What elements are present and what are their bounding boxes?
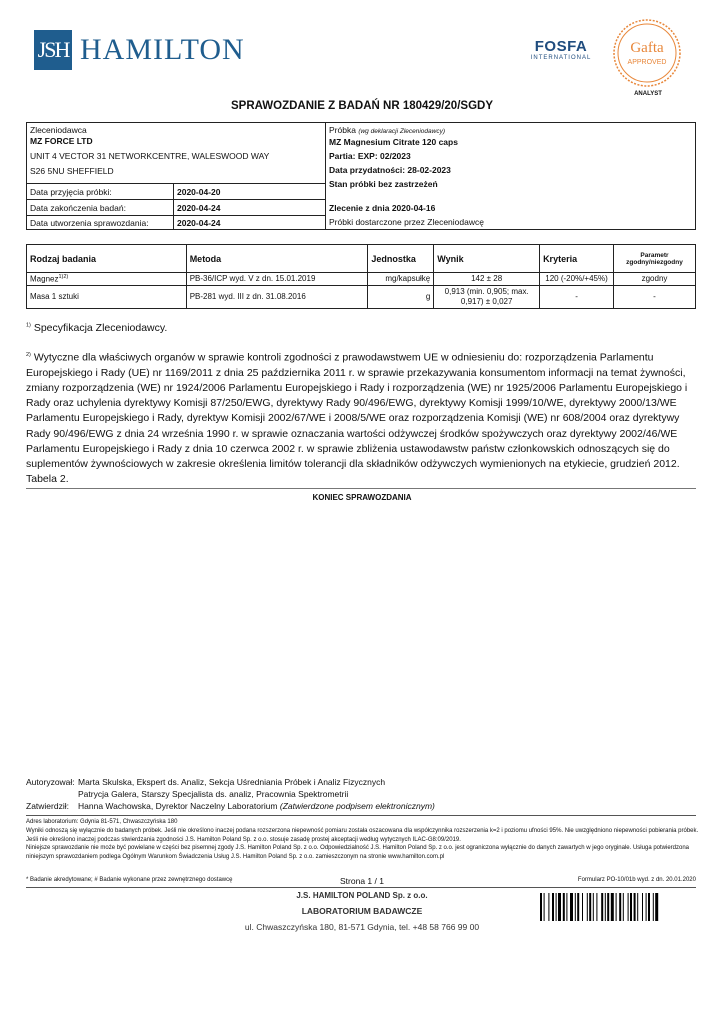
date-label-received: Data przyjęcia próbki: xyxy=(30,187,112,197)
approved-label: Zatwierdził: xyxy=(26,801,69,811)
fosfa-name: FOSFA xyxy=(534,38,588,55)
lab-address: Adres laboratorium: Gdynia 81-571, Chwaszczyńska 180 xyxy=(26,819,178,825)
footer-company: J.S. HAMILTON POLAND Sp. z o.o. xyxy=(296,891,428,900)
end-of-report: KONIEC SPRAWOZDANIA xyxy=(312,493,412,502)
test-criteria: 120 (-20%/+45%) xyxy=(540,273,614,286)
disclaimer-2: Niniejsze sprawozdanie nie może być powielane w części bez pisemnej zgody J.S. Hamilton Poland Sp. z o.o. Odpowiedzialność J.S. Hamilton Poland Sp. z o.o. jest ograniczona wyłącznie do danych zawartych w jego oryginale. Usługa potwierdzona niniejszym sprawozdaniem podlega Ogólnym Warunkom Świadczenia Usług J.S. Hamilton Poland Sp. z o.o. zamieszczonym na stronie www.hamilton.com.pl xyxy=(26,845,690,860)
sample-label-text: Próbka xyxy=(329,125,356,135)
table-row xyxy=(27,273,696,286)
fosfa-logo xyxy=(528,38,594,61)
gafta-name: Gafta xyxy=(630,40,664,56)
legend: * Badanie akredytowane; # Badanie wykonane przez zewnętrznego dostawcę xyxy=(26,877,233,883)
test-method: PB-36/ICP wyd. V z dn. 15.01.2019 xyxy=(186,273,368,286)
order-date: Zlecenie z dnia 2020-04-16 xyxy=(329,203,436,213)
form-number: Formularz PO-10/01b wyd. z dn. 20.01.2020 xyxy=(577,877,696,883)
hamilton-logo-mark: JSH xyxy=(34,30,72,70)
date-label-finished: Data zakończenia badań: xyxy=(30,203,126,213)
sample-state: Stan próbki bez zastrzeżeń xyxy=(329,179,438,189)
sample-delivered: Próbki dostarczone przez Zleceniodawcę xyxy=(329,217,484,227)
test-footnote-marks: 1)2) xyxy=(58,274,69,280)
sample-name: MZ Magnesium Citrate 120 caps xyxy=(329,137,458,147)
date-received: 2020-04-20 xyxy=(177,187,221,197)
disclaimer-1: Wyniki odnoszą się wyłącznie do badanych próbek. Jeśli nie określono inaczej podana rozszerzona niepewność pomiaru została oszacowana dla współczynnika rozszerzenia k=2 i poziomu ufności 95%. Nie uwzględniono niepewności pobierania próbek. Jeśli nie określono inaczej podczas stwierdzania zgodności J.S. Hamilton Poland Sp. z o.o. stosuje zasadę prostej akceptacji według wytycznych ILAC-G8:09/2019. xyxy=(26,828,699,843)
sample-batch: Partia: EXP: 02/2023 xyxy=(329,151,411,161)
footnote-1-text: Specyfikacja Zleceniodawcy. xyxy=(33,322,168,334)
sample-label-note: (wg deklaracji Zleceniodawcy) xyxy=(358,128,446,135)
author-2: Patrycja Galera, Starszy Specjalista ds. analiz, Pracownia Spektrometrii xyxy=(78,789,349,799)
fosfa-sub: INTERNATIONAL xyxy=(530,55,592,61)
hamilton-logo-text: HAMILTON xyxy=(80,33,245,66)
approver-note: (Zatwierdzone podpisem elektronicznym) xyxy=(279,801,435,811)
test-criteria: - xyxy=(540,285,614,308)
test-compliance: zgodny xyxy=(614,273,696,286)
test-unit: mg/kapsułkę xyxy=(368,273,434,286)
test-name: Masa 1 sztuki xyxy=(27,285,187,308)
col-unit: Jednostka xyxy=(368,245,434,273)
test-name-text: Magnez xyxy=(30,274,59,284)
footnote-2 xyxy=(26,348,701,487)
gafta-approved-logo xyxy=(612,18,682,88)
author-1: Marta Skulska, Ekspert ds. Analiz, Sekcja Uśredniania Próbek i Analiz Fizycznych xyxy=(78,777,386,787)
test-compliance: - xyxy=(614,285,696,308)
test-method: PB-281 wyd. III z dn. 31.08.2016 xyxy=(186,285,368,308)
date-created: 2020-04-24 xyxy=(177,218,221,228)
footnote-2-mark: 2) xyxy=(26,352,31,358)
authorized-label: Autoryzował: xyxy=(26,777,75,787)
col-method: Metoda xyxy=(186,245,368,273)
page-number: Strona 1 / 1 xyxy=(340,876,384,886)
client-name: MZ FORCE LTD xyxy=(30,136,93,146)
end-divider xyxy=(26,488,696,489)
col-criteria: Kryteria xyxy=(540,245,614,273)
client-address1: UNIT 4 VECTOR 31 NETWORKCENTRE, WALESWOOD WAY xyxy=(30,151,270,161)
footnote-1 xyxy=(26,322,167,334)
gafta-analyst: ANALYST xyxy=(634,91,662,97)
gafta-approved: APPROVED xyxy=(627,59,667,66)
report-title: SPRAWOZDANIE Z BADAŃ NR 180429/20/SGDY xyxy=(230,100,493,112)
client-label: Zleceniodawca xyxy=(30,125,87,135)
footer-address: ul. Chwaszczyńska 180, 81-571 Gdynia, tel. +48 58 766 99 00 xyxy=(244,922,480,932)
test-result: 142 ± 28 xyxy=(434,273,540,286)
test-unit: g xyxy=(368,285,434,308)
footnote-1-mark: 1) xyxy=(26,322,31,329)
footer-lab: LABORATORIUM BADAWCZE xyxy=(301,906,423,916)
col-compliance: Parametr zgodny/niezgodny xyxy=(614,245,696,273)
barcode xyxy=(540,893,700,921)
date-label-created: Data utworzenia sprawozdania: xyxy=(30,218,149,228)
results-table xyxy=(26,244,696,309)
test-result: 0,913 (min. 0,905; max. 0,917) ± 0,027 xyxy=(434,285,540,308)
sample-expiry: Data przydatności: 28-02-2023 xyxy=(329,165,451,175)
date-finished: 2020-04-24 xyxy=(177,203,221,213)
approver: Hanna Wachowska, Dyrektor Naczelny Laboratorium xyxy=(78,801,278,811)
results-header-row xyxy=(27,245,696,273)
table-row xyxy=(27,285,696,308)
test-name xyxy=(27,273,187,286)
sample-label xyxy=(329,125,445,135)
col-test: Rodzaj badania xyxy=(27,245,187,273)
authorization-block xyxy=(26,776,435,812)
footnote-2-text: Wytyczne dla właściwych organów w sprawie kontroli zgodności z prawodawstwem UE w odniesieniu do: rozporządzenia Parlamentu Europejskiego i Rady (UE) nr 1169/2011 z dnia 25 października 2011 r. w sprawie przekazywania konsumentom informacji na temat żywności, zmiany rozporządzenia (WE) nr 1924/2006 Parlamentu Europejskiego i Rady i rozporządzenia (WE) nr 1925/2006 Parlamentu Europejskiego i Rady oraz uchylenia dyrektywy Komisji 87/250/EWG, dyrektywy Rady 90/496/EWG, dyrektywy Komisji 1999/10/WE, dyrektywy 2000/13/WE Parlamentu Europejskiego i Rady, dyrektyw Komisji 2002/67/WE i 2008/5/WE oraz rozporządzenia Komisji (WE) nr 608/2004 oraz dyrektywy Rady 90/496/EWG z dnia 24 września 1990 r. w sprawie oznaczania wartości odżywczej środków spożywczych oraz dyrektywy 2002/46/WE Parlamentu Europejskiego i Rady z dnia 10 czerwca 2002 r. w sprawie zbliżenia ustawodawstw państw członkowskich odnoszących się do suplementów żywnościowych w zakresie określenia limitów tolerancji dla składników odżywczych wymienionych na etykiecie, grudzień 2012. Tabela 2. xyxy=(26,351,688,486)
col-result: Wynik xyxy=(434,245,540,273)
client-address2: S26 5NU SHEFFIELD xyxy=(30,166,114,176)
info-block xyxy=(26,122,696,230)
